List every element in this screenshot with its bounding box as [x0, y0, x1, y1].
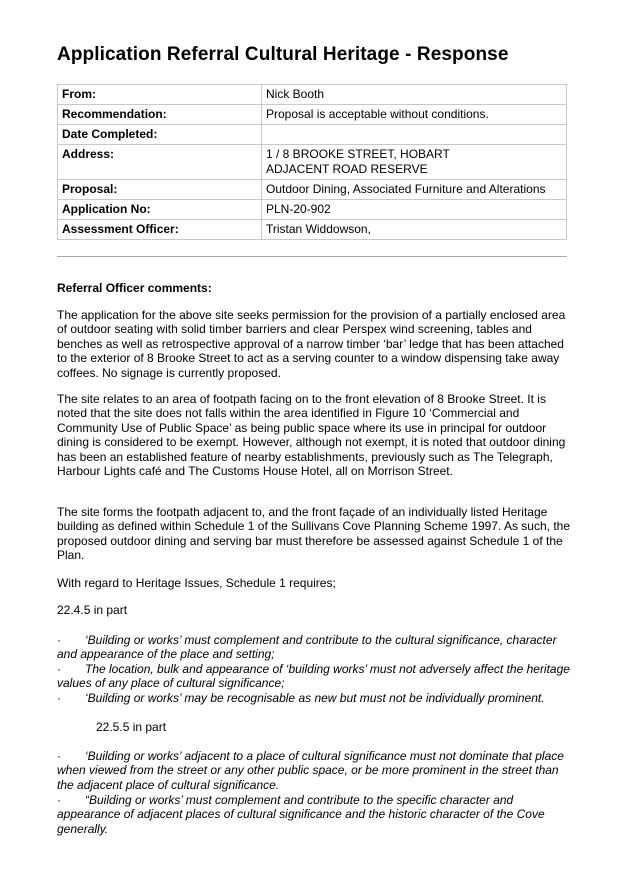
- table-row: [58, 85, 567, 105]
- date-completed-label: Date Completed:: [58, 125, 262, 145]
- list-item: [57, 662, 577, 691]
- address-label: Address:: [58, 145, 262, 180]
- clause-heading-22-4-5: 22.4.5 in part: [57, 603, 128, 617]
- proposal-value: Outdoor Dining, Associated Furniture and Alterations: [262, 180, 567, 200]
- paragraph-application: The application for the above site seeks permission for the provision of a partially enclosed area of outdoor seating with solid timber barriers and clear Perspex wind screening, tables and benches as well as retrospective approval of a narrow timber ‘bar’ ledge that has been attached to the exterior of 8 Brooke Street to act as a serving counter to a window dispensing take away coffees. No signage is currently proposed.: [57, 308, 566, 380]
- list-item-text: ‘Building or works’ must complement and contribute to the cultural significance, character and appearance of the place and setting;: [57, 633, 557, 662]
- paragraph-site: The site relates to an area of footpath facing on to the front elevation of 8 Brooke Street. It is noted that the site does not falls within the area identified in Figure 10 ‘Commercial and Community Use of Public Space’ as being public space where its use in principal for outdoor dining is considered to be exempt. However, although not exempt, it is noted that outdoor dining has been an established feature of nearby establishments, previously such as The Telegraph, Harbour Lights café and The Customs House Hotel, all on Morrison Street.: [57, 392, 566, 479]
- from-label: From:: [58, 85, 262, 105]
- address-line-2: ADJACENT ROAD RESERVE: [266, 162, 428, 176]
- recommendation-value: Proposal is acceptable without conditions.: [262, 105, 567, 125]
- assessment-officer-label: Assessment Officer:: [58, 220, 262, 240]
- list-item-text: ‘Building or works’ may be recognisable as new but must not be individually prominent.: [85, 691, 545, 705]
- proposal-label: Proposal:: [58, 180, 262, 200]
- date-completed-value: [262, 125, 567, 145]
- referral-info-table: [57, 84, 567, 240]
- list-item: [57, 749, 577, 792]
- list-item: [57, 793, 577, 836]
- list-item-text: ‘Building or works’ adjacent to a place of cultural significance must not dominate that place when viewed from the street or any other public space, or be more prominent in the street than the adjacent place of cultural significance.: [57, 749, 564, 792]
- application-no-label: Application No:: [58, 200, 262, 220]
- table-row: [58, 220, 567, 240]
- address-value: [262, 145, 567, 180]
- comments-heading: Referral Officer comments:: [57, 281, 212, 295]
- paragraph-heritage: The site forms the footpath adjacent to, and the front façade of an individually listed Heritage building as defined within Schedule 1 of the Sullivans Cove Planning Scheme 1997. As such, the proposed outdoor dining and serving bar must therefore be assessed against Schedule 1 of the Plan.: [57, 505, 570, 563]
- list-item-text: “Building or works’ must complement and contribute to the specific character and appearance of adjacent places of cultural significance and the historic character of the Cove generally.: [57, 793, 545, 836]
- bullet-icon: ·: [57, 633, 61, 647]
- bullet-icon: ·: [57, 749, 61, 763]
- section-divider: [57, 256, 567, 257]
- list-item-text: The location, bulk and appearance of ‘building works’ must not adversely affect the heritage values of any place of cultural significance;: [57, 662, 570, 691]
- bullet-icon: ·: [57, 662, 61, 676]
- clause-heading-22-5-5: 22.5.5 in part: [96, 720, 167, 734]
- recommendation-label: Recommendation:: [58, 105, 262, 125]
- table-row: [58, 180, 567, 200]
- from-value: Nick Booth: [262, 85, 567, 105]
- paragraph-schedule: With regard to Heritage Issues, Schedule 1 requires;: [57, 576, 336, 590]
- application-no-value: PLN-20-902: [262, 200, 567, 220]
- address-line-1: 1 / 8 BROOKE STREET, HOBART: [266, 147, 450, 161]
- table-row: [58, 125, 567, 145]
- assessment-officer-value: Tristan Widdowson,: [262, 220, 567, 240]
- table-row: [58, 105, 567, 125]
- page-title: Application Referral Cultural Heritage - Response: [57, 44, 509, 65]
- bullet-icon: ·: [57, 793, 61, 807]
- list-item: [57, 691, 577, 705]
- table-row: [58, 200, 567, 220]
- table-row: [58, 145, 567, 180]
- bullet-icon: ·: [57, 691, 61, 705]
- list-item: [57, 633, 577, 662]
